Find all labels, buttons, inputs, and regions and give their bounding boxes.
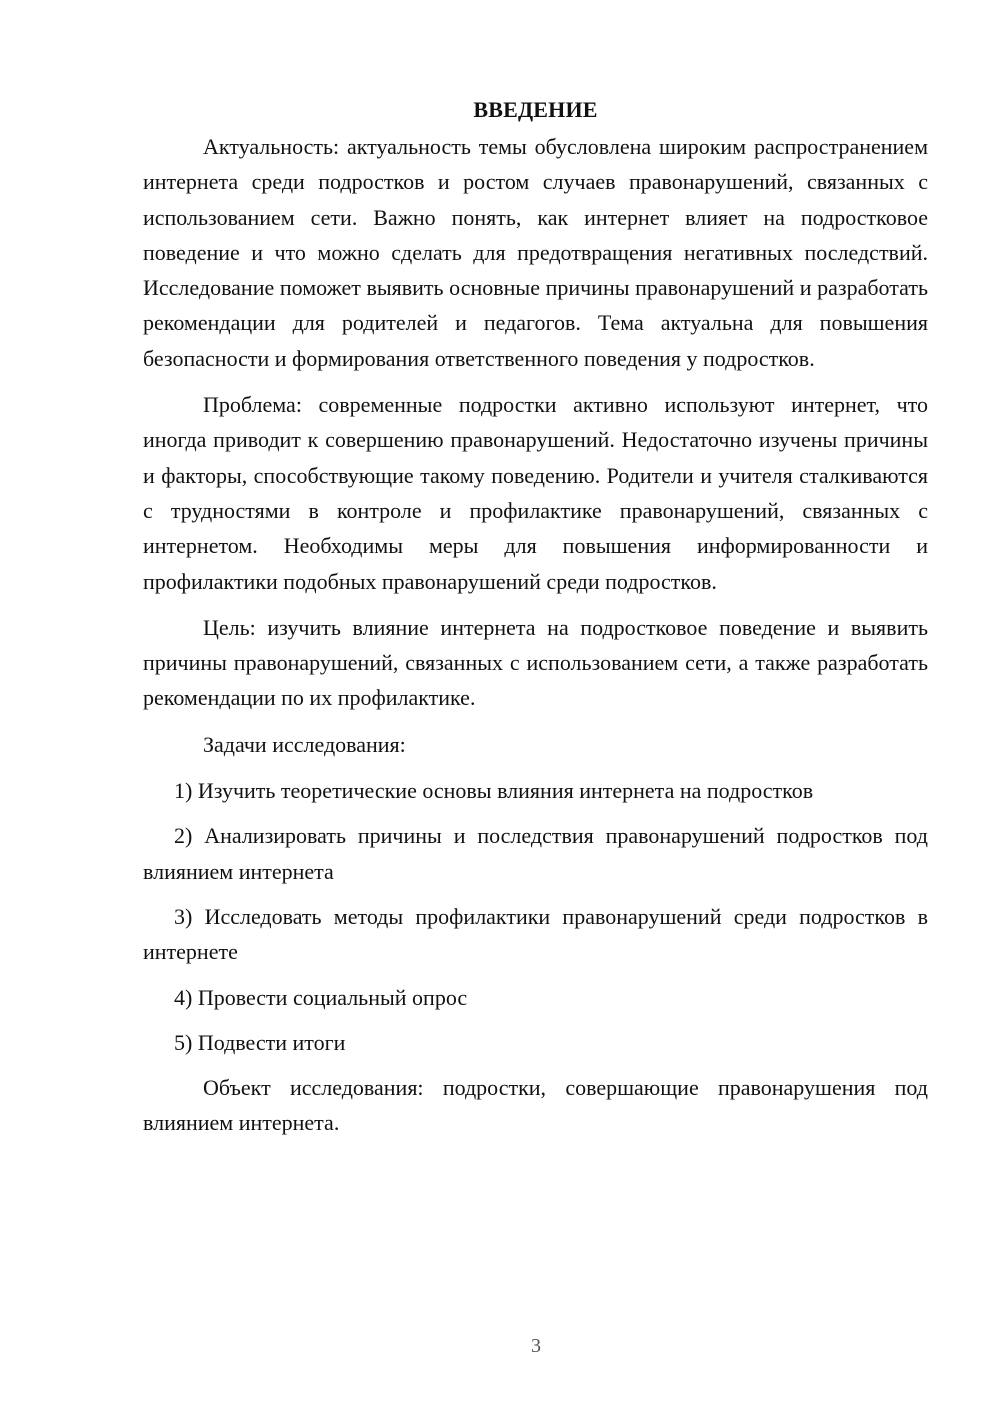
task-item: 1) Изучить теоретические основы влияния интернета на подростков [174, 778, 814, 804]
document-page [143, 92, 928, 1152]
tasks-heading: Задачи исследования: [203, 731, 406, 757]
paragraph-object: Объект исследования: подростки, совершающие правонарушения под влиянием интернета. [143, 1075, 928, 1136]
task-item: 5) Подвести итоги [174, 1029, 346, 1055]
page-number: 3 [531, 1335, 541, 1357]
task-item: 4) Провести социальный опрос [174, 984, 468, 1010]
section-heading: ВВЕДЕНИЕ [473, 97, 598, 122]
task-item: 2) Анализировать причины и последствия правонарушений подростков под влиянием интернета [143, 823, 928, 884]
paragraph-relevance: Актуальность: актуальность темы обусловлена широким распространением интернета среди подростков и ростом случаев правонарушений, связанных с использованием сети. Важно понять, как интернет влияет на подростковое поведение и что можно сделать для предотвращения негативных последствий. Исследование поможет выявить основные причины правонарушений и разработать рекомендации для родителей и педагогов. Тема актуальна для повышения безопасности и формирования ответственного поведения у подростков. [143, 134, 928, 371]
task-item: 3) Исследовать методы профилактики правонарушений среди подростков в интернете [143, 903, 928, 965]
paragraph-goal: Цель: изучить влияние интернета на подростковое поведение и выявить причины правонарушений, связанных с использованием сети, а также разработать рекомендации по их профилактике. [143, 614, 928, 711]
paragraph-problem: Проблема: современные подростки активно используют интернет, что иногда приводит к совершению правонарушений. Недостаточно изучены причины и факторы, способствующие такому поведению. Родители и учителя сталкиваются с трудностями в контроле и профилактике правонарушений, связанных с интернетом. Необходимы меры для повышения информированности и профилактики подобных правонарушений среди подростков. [143, 392, 928, 594]
